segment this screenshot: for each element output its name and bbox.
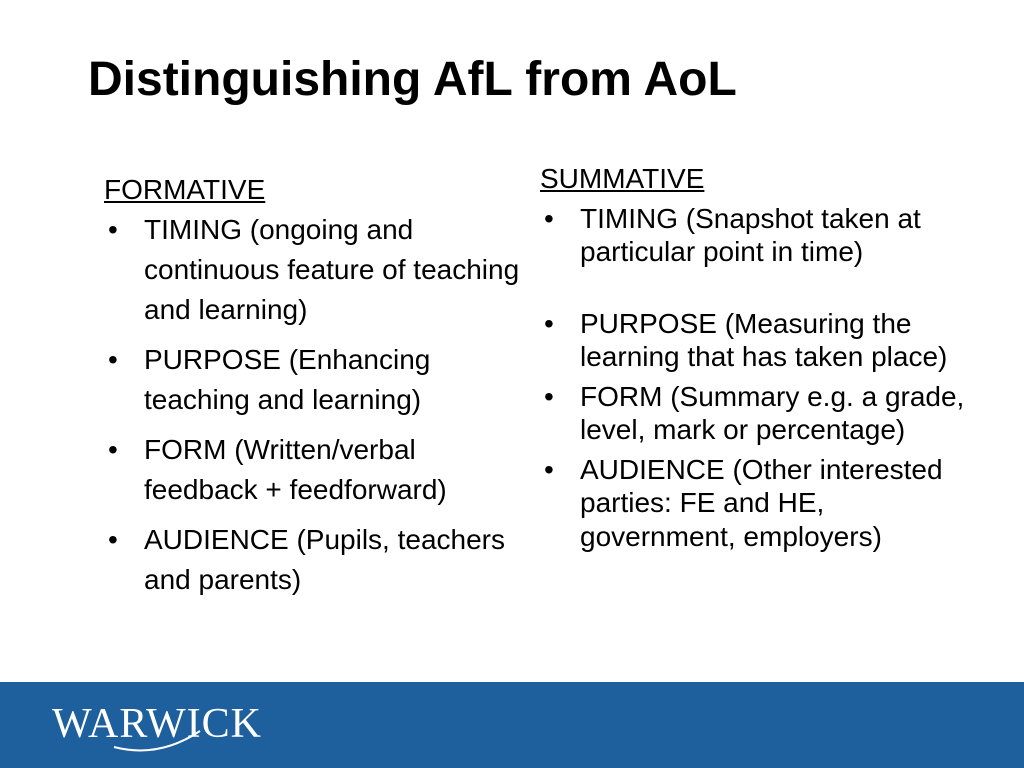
formative-item-text: PURPOSE (Enhancing teaching and learning) — [144, 344, 431, 415]
warwick-logo — [52, 703, 262, 745]
summative-list — [540, 202, 980, 554]
summative-item-text: AUDIENCE (Other interested parties: FE and HE, government, employers) — [580, 453, 943, 552]
bullet-marker: • — [544, 380, 554, 412]
bullet-marker: • — [108, 344, 118, 375]
formative-item-audience — [104, 520, 524, 600]
summative-item-form — [540, 380, 980, 447]
formative-item-form — [104, 430, 524, 510]
bullet-marker: • — [544, 307, 554, 339]
summative-item-purpose — [540, 307, 980, 374]
logo-swoosh-icon — [112, 727, 202, 753]
summative-item-text: FORM (Summary e.g. a grade, level, mark or percentage) — [580, 380, 965, 445]
bullet-marker: • — [544, 453, 554, 485]
footer-band — [0, 682, 1024, 768]
formative-heading: FORMATIVE — [104, 174, 266, 205]
bullet-marker: • — [108, 214, 118, 245]
formative-item-purpose — [104, 340, 524, 420]
summative-item-timing — [540, 202, 980, 269]
formative-item-text: TIMING (ongoing and continuous feature of teaching and learning) — [144, 214, 520, 325]
summative-column — [540, 162, 980, 553]
formative-item-text: AUDIENCE (Pupils, teachers and parents) — [144, 524, 506, 595]
summative-item-text: PURPOSE (Measuring the learning that has taken place) — [580, 307, 948, 372]
formative-item-timing — [104, 210, 524, 330]
formative-column — [104, 170, 524, 600]
slide-title: Distinguishing AfL from AoL — [88, 53, 737, 106]
summative-item-text: TIMING (Snapshot taken at particular point in time) — [580, 202, 921, 267]
formative-item-text: FORM (Written/verbal feedback + feedforward) — [144, 434, 447, 505]
formative-list — [104, 210, 524, 600]
bullet-marker: • — [108, 524, 118, 555]
bullet-marker: • — [108, 434, 118, 465]
logo-wordmark: WARWICK — [52, 701, 262, 747]
summative-heading: SUMMATIVE — [540, 163, 705, 194]
bullet-marker: • — [544, 202, 554, 234]
summative-item-audience — [540, 453, 980, 554]
